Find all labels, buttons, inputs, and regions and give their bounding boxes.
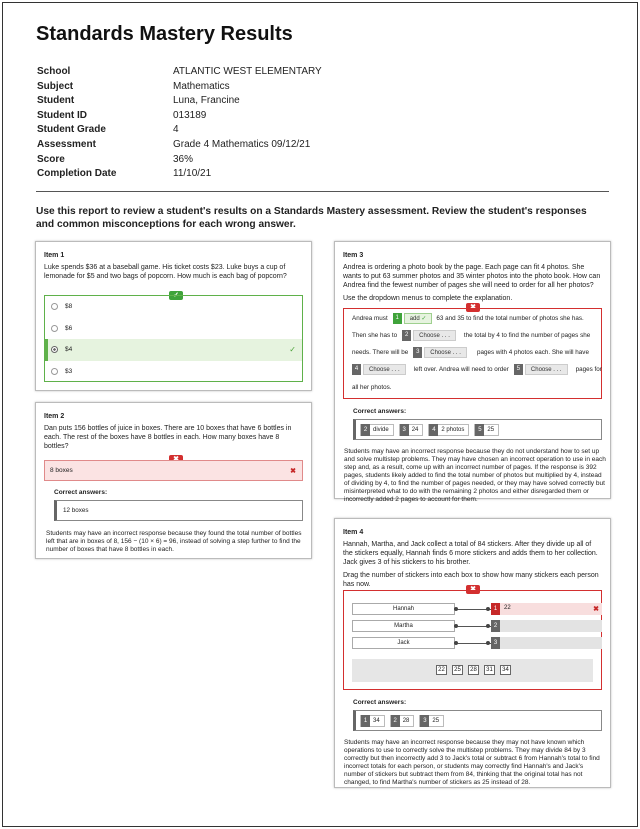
info-label: Student Grade xyxy=(37,124,106,136)
static-text: Then she has to xyxy=(352,332,398,339)
answer-option[interactable] xyxy=(45,296,302,318)
item-3-card xyxy=(334,241,611,503)
response-text: 8 boxes xyxy=(50,467,73,474)
drag-tile[interactable]: 25 xyxy=(452,665,463,675)
correct-answer: 12 boxes xyxy=(63,507,89,514)
drag-tile[interactable]: 28 xyxy=(468,665,479,675)
drag-response-area xyxy=(343,590,602,690)
dropdown-value: add xyxy=(409,315,420,322)
item-title: Item 3 xyxy=(343,252,364,259)
info-value: 11/10/21 xyxy=(173,168,212,180)
close-icon: ✖ xyxy=(290,467,296,475)
correct-answer-box xyxy=(54,500,303,521)
dropdown-number: 3 xyxy=(413,347,422,358)
option-label: $3 xyxy=(65,367,73,375)
dropdown-1[interactable] xyxy=(404,313,433,324)
chip-text: 24 xyxy=(411,426,419,433)
incorrect-x-icon: ✖ xyxy=(466,585,480,594)
info-label: Completion Date xyxy=(37,168,117,180)
connector-dot xyxy=(454,641,458,645)
correct-answers-label: Correct answers: xyxy=(353,699,407,706)
item-2-card xyxy=(35,402,312,559)
correct-chip xyxy=(419,715,444,727)
item-question: Luke spends $36 at a baseball game. His ticket costs $23. Luke buys a cup of lemonade for $5 and two bags of popcorn. How much is each bag of popcorn? xyxy=(44,264,287,280)
chip-number: 1 xyxy=(361,715,370,727)
chip-text: 25 xyxy=(432,717,440,724)
drag-tile[interactable]: 34 xyxy=(500,665,511,675)
static-text: all her photos. xyxy=(352,384,392,391)
static-text: pages for xyxy=(575,366,602,373)
answer-option-selected[interactable] xyxy=(45,339,302,361)
divider xyxy=(36,191,609,192)
item-question: Hannah, Martha, and Jack collect a total of 84 stickers. After they divide up all of the stickers equally, Hannah finds 6 more stickers and adds them to her collection. Jack gives 3 of his stickers to his brother. xyxy=(343,541,598,566)
name-label-hannah: Hannah xyxy=(352,603,455,615)
item-title: Item 2 xyxy=(44,413,65,420)
response-line xyxy=(352,330,590,341)
correct-chip xyxy=(399,424,424,436)
correct-chip xyxy=(390,715,415,727)
info-value: 36% xyxy=(173,153,194,165)
item-instruction: Use the dropdown menus to complete the explanation. xyxy=(343,295,513,302)
correct-check-icon: ✓ xyxy=(169,291,183,300)
answer-choices xyxy=(44,295,303,382)
target-number: 1 xyxy=(491,603,500,615)
info-row-completion-date xyxy=(37,168,322,183)
connector-dot xyxy=(454,607,458,611)
info-row-grade xyxy=(37,124,322,139)
item-question: Andrea is ordering a photo book by the page. Each page can fit 4 photos. She wants to put 63 summer photos and 35 winter photos into the photo book. How can Andrea find the fewest number of pages she will need to order for all her photos? xyxy=(343,264,601,289)
incorrect-x-icon: ✖ xyxy=(466,303,480,312)
name-label-jack: Jack xyxy=(352,637,455,649)
chip-text: 2 photos xyxy=(441,426,465,433)
info-value: 4 xyxy=(173,124,179,136)
response-line xyxy=(352,347,589,358)
static-text: needs. There will be xyxy=(352,349,409,356)
info-value: 013189 xyxy=(173,109,207,121)
static-text: pages with 4 photos each. She will have xyxy=(476,349,589,356)
response-line xyxy=(352,364,602,375)
response-line xyxy=(352,384,392,391)
option-label: $8 xyxy=(65,303,73,311)
chip-text: divide xyxy=(373,426,389,433)
info-value: Luna, Francine xyxy=(173,95,240,107)
chip-number: 2 xyxy=(361,424,370,436)
correct-chip xyxy=(360,424,394,436)
item-instruction: Drag the number of stickers into each box to show how many stickers each person has now. xyxy=(343,572,599,588)
name-label-martha: Martha xyxy=(352,620,455,632)
chip-number: 3 xyxy=(400,424,409,436)
tile-tray xyxy=(352,659,593,682)
check-icon: ✓ xyxy=(421,316,427,322)
info-label: Score xyxy=(37,153,65,165)
dropdown-4[interactable]: Choose . . . xyxy=(363,364,406,375)
answer-option[interactable] xyxy=(45,318,302,340)
misconception-text: Students may have an incorrect response because they found the total number of bottles left that are in boxes of 8, 156 − (10 × 6) = 96, instead of solving a step further to find the number of boxes that have 8 bottles in each. xyxy=(46,530,302,553)
drag-tile[interactable]: 22 xyxy=(436,665,447,675)
chip-number: 2 xyxy=(391,715,400,727)
radio-selected-icon xyxy=(51,346,58,353)
item-1-card xyxy=(35,241,312,391)
misconception-text: Students may have an incorrect response because they may not have known which operations to use to correctly solve the multistep problems. They may divide 84 by 3 correctly but then incorrectly add 3 to Jack's total or subtract 6 from Hannah's total to find incorrect totals for each person, or students may correctly find Hannah's and Jack's number of stickers but subtract them from 84, thinking that the original total has not changed, to find Martha's number of stickers as 25 instead of 28. xyxy=(344,739,600,786)
radio-icon xyxy=(51,303,58,310)
correct-chip xyxy=(428,424,469,436)
response-line xyxy=(352,313,584,324)
info-label: Assessment xyxy=(37,138,96,150)
item-title: Item 1 xyxy=(44,252,65,259)
dropdown-number: 2 xyxy=(402,330,411,341)
correct-answers-label: Correct answers: xyxy=(54,489,108,496)
drop-target-hannah[interactable] xyxy=(500,603,602,615)
answer-option[interactable] xyxy=(45,361,302,383)
dropdown-2[interactable]: Choose . . . xyxy=(413,330,456,341)
correct-answers-label: Correct answers: xyxy=(353,408,407,415)
radio-icon xyxy=(51,325,58,332)
static-text: left over. Andrea will need to order xyxy=(413,366,509,373)
item-title: Item 4 xyxy=(343,529,364,536)
chip-number: 3 xyxy=(420,715,429,727)
student-response xyxy=(44,460,303,481)
info-value: Grade 4 Mathematics 09/12/21 xyxy=(173,138,311,150)
chip-text: 34 xyxy=(373,717,380,724)
info-label: Student ID xyxy=(37,109,87,121)
info-row-assessment xyxy=(37,139,322,154)
connector-dot xyxy=(486,624,490,628)
drop-target-martha[interactable] xyxy=(500,620,602,632)
connector-dot xyxy=(486,641,490,645)
placed-value: 22 xyxy=(504,605,511,611)
info-row-student xyxy=(37,95,322,110)
dropdown-number: 5 xyxy=(514,364,523,375)
info-value: ATLANTIC WEST ELEMENTARY xyxy=(173,66,322,77)
static-text: the total by 4 to find the number of pages she xyxy=(463,332,591,339)
target-number: 3 xyxy=(491,637,500,649)
misconception-text: Students may have an incorrect response because they do not understand how to set up and solve multistep problems. They may have chosen an incorrect operation to use in each step and, as a result, come up with an incorrect number of pages. If the response is 392 pages, students likely added to find the total number of photos but multiplied by 4, instead of dividing by 4, to find the number of pages needed, or they may have solved correctly but misinterpreted what to do with the remaining 2 photos and either disregarded them or incorrectly added 2 pages to account for them. xyxy=(344,448,606,503)
dropdown-3[interactable]: Choose . . . xyxy=(424,347,467,358)
close-icon: ✖ xyxy=(593,606,599,613)
dropdown-5[interactable]: Choose . . . xyxy=(525,364,568,375)
info-row-student-id xyxy=(37,110,322,125)
connector-dot xyxy=(486,607,490,611)
info-row-subject xyxy=(37,81,322,96)
correct-chip xyxy=(474,424,499,436)
static-text: Andrea must xyxy=(352,315,388,322)
info-label: Subject xyxy=(37,80,74,92)
connector-dot xyxy=(454,624,458,628)
correct-answer-box xyxy=(353,419,602,440)
intro-text: Use this report to review a student's results on a Standards Mastery assessment. Review the student's responses and common misconceptions for each wrong answer. xyxy=(36,206,587,230)
chip-text: 28 xyxy=(402,717,410,724)
dropdown-response-area xyxy=(343,308,602,399)
info-value: Mathematics xyxy=(173,80,230,92)
info-row-school xyxy=(37,66,322,81)
item-question: Dan puts 156 bottles of juice in boxes. There are 10 boxes that have 6 bottles in each. The rest of the boxes have 8 bottles in each. How many boxes have 8 bottles? xyxy=(44,425,292,450)
student-info xyxy=(37,66,322,183)
page-title: Standards Mastery Results xyxy=(36,23,293,45)
static-text: 63 and 35 to find the total number of photos she has. xyxy=(436,315,584,322)
info-row-score xyxy=(37,154,322,169)
correct-chip xyxy=(360,715,385,727)
target-number: 2 xyxy=(491,620,500,632)
drop-target-jack[interactable] xyxy=(500,637,602,649)
item-4-card xyxy=(334,518,611,788)
info-label: School xyxy=(37,66,71,77)
chip-number: 5 xyxy=(475,424,484,436)
dropdown-number: 1 xyxy=(393,313,402,324)
option-label: $6 xyxy=(65,324,73,332)
report-page xyxy=(2,2,638,827)
check-icon: ✓ xyxy=(289,345,296,355)
chip-number: 4 xyxy=(429,424,438,436)
drag-tile[interactable]: 31 xyxy=(484,665,495,675)
correct-answer-box xyxy=(353,710,602,731)
dropdown-number: 4 xyxy=(352,364,361,375)
chip-text: 25 xyxy=(487,426,495,433)
info-label: Student xyxy=(37,95,75,107)
option-label: $4 xyxy=(65,346,73,354)
radio-icon xyxy=(51,368,58,375)
